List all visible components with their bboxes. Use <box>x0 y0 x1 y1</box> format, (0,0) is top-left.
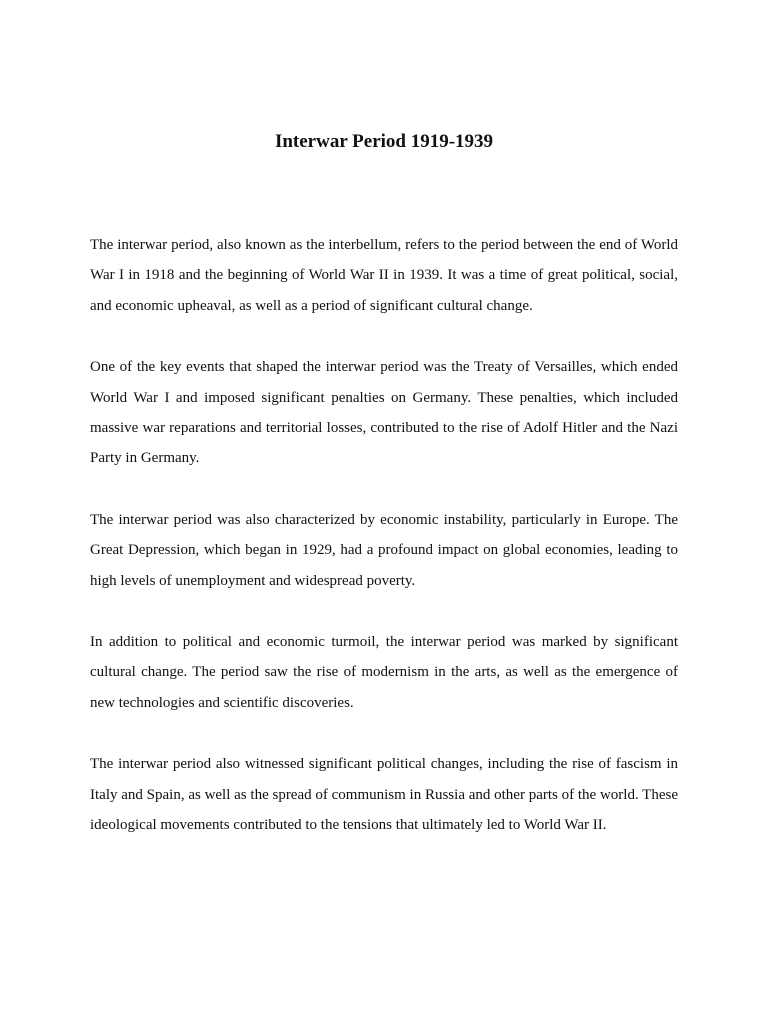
page-title: Interwar Period 1919-1939 <box>274 131 494 152</box>
paragraph-5: The interwar period also witnessed significant political changes, including the rise of fascism in Italy and Spain, as well as the spread of communism in Russia and other parts of the world. These ideological movements contributed to the tensions that ultimately led to World War II. <box>90 756 678 834</box>
paragraph-4: In addition to political and economic turmoil, the interwar period was marked by significant cultural change. The period saw the rise of modernism in the arts, as well as the emergence of new technologies and scientific discoveries. <box>90 634 678 711</box>
paragraph-1: The interwar period, also known as the interbellum, refers to the period between the end of World War I in 1918 and the beginning of World War II in 1939. It was a time of great political, social, and economic upheaval, as well as a period of significant cultural change. <box>90 237 678 314</box>
document-body <box>90 230 678 841</box>
paragraph-3: The interwar period was also characterized by economic instability, particularly in Europe. The Great Depression, which began in 1929, had a profound impact on global economies, leading to high levels of unemployment and widespread poverty. <box>90 511 678 589</box>
paragraph-2: One of the key events that shaped the interwar period was the Treaty of Versailles, which ended World War I and imposed significant penalties on Germany. These penalties, which included massive war reparations and territorial losses, contributed to the rise of Adolf Hitler and the Nazi Party in Germany. <box>90 359 678 467</box>
